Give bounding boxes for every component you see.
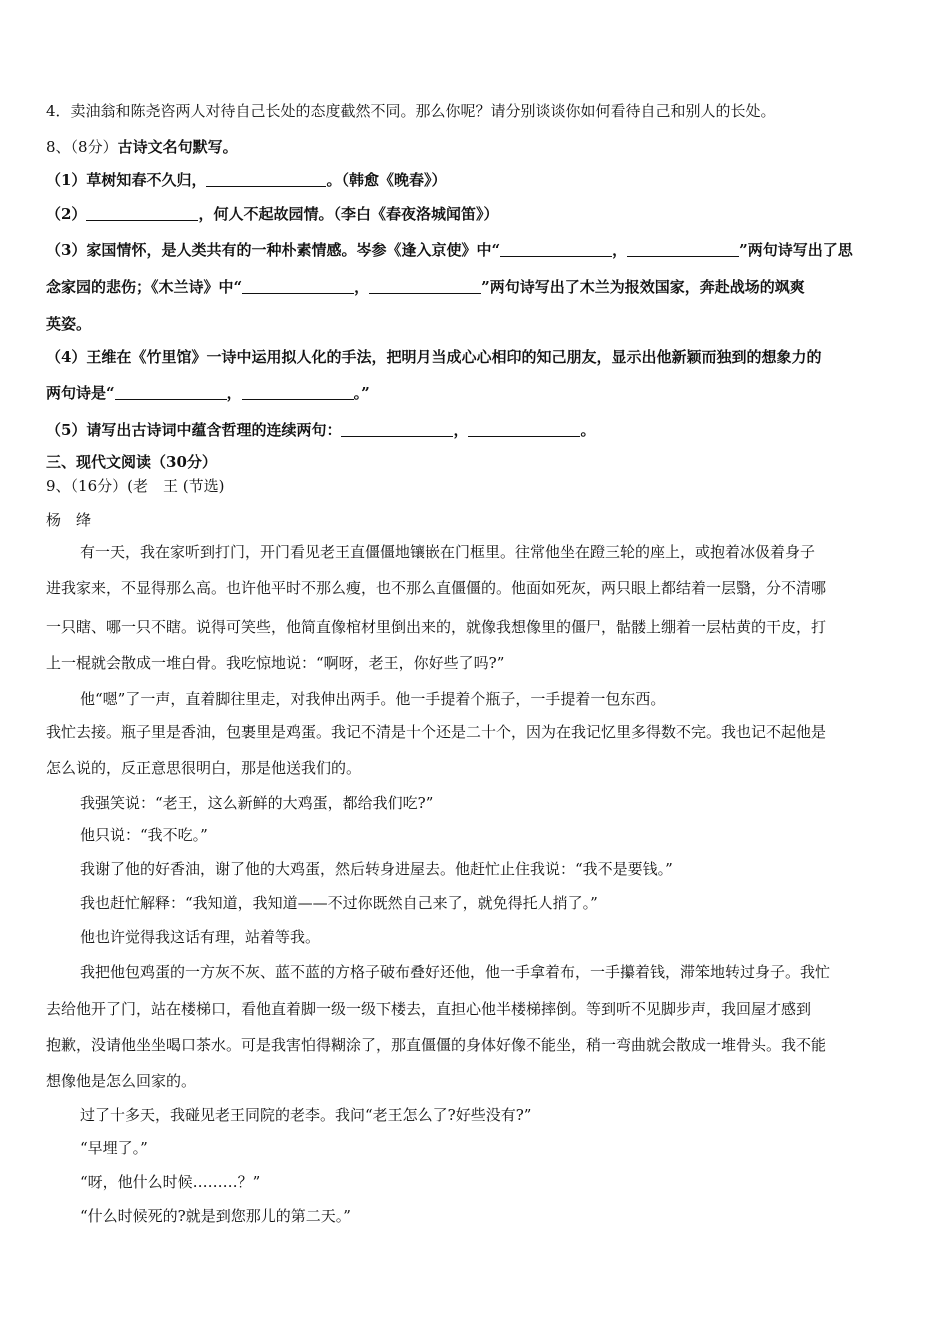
story-p1-line3: 一只瞎、哪一只不瞎。说得可笑些，他简直像棺材里倒出来的，就像我想像里的僵尸，骷髅上绷着一层枯黄的干皮，打 xyxy=(46,618,827,636)
q8-item-3-line1 xyxy=(46,240,908,260)
story-p10: 过了十多天，我碰见老王同院的老李。我问“老王怎么了?好些没有?” xyxy=(80,1106,532,1124)
q8-item3-text-f: ”两句诗写出了木兰为报效国家，奔赴战场的飒爽 xyxy=(481,278,805,296)
q8-item-3-line2 xyxy=(46,277,908,297)
answer-blank[interactable] xyxy=(115,383,227,400)
answer-blank[interactable] xyxy=(369,277,481,294)
story-p4: 我强笑说：“老王，这么新鲜的大鸡蛋，都给我们吃?” xyxy=(80,794,434,812)
q8-item5-text-c: 。 xyxy=(580,421,596,439)
answer-blank[interactable] xyxy=(242,277,354,294)
q8-number: 8、 xyxy=(46,138,71,156)
story-p13: “什么时候死的?就是到您那儿的第二天。” xyxy=(80,1207,351,1225)
story-p3-line2: 怎么说的，反正意思很明白，那是他送我们的。 xyxy=(46,759,362,777)
answer-blank[interactable] xyxy=(341,420,453,437)
story-p9-line2: 去给他开了门，站在楼梯口，看他直着脚一级一级下楼去，直担心他半楼梯摔倒。等到听不见脚步声，我回屋才感到 xyxy=(46,1000,812,1018)
q8-item-4-line1: （4）王维在《竹里馆》一诗中运用拟人化的手法，把明月当成心心相印的知己朋友，显示出他新颖而独到的想象力的 xyxy=(46,348,822,366)
story-p2: 他“嗯”了一声，直着脚往里走，对我伸出两手。他一手提着个瓶子，一手提着一包东西。 xyxy=(80,690,666,708)
q8-item3-text-c: ”两句诗写出了思 xyxy=(739,241,853,259)
q8-item5-text-b: ， xyxy=(453,421,469,439)
q8-item3-text-e: ， xyxy=(354,278,370,296)
section-3-heading: 三、现代文阅读（30分） xyxy=(46,453,217,471)
story-p9-line1: 我把他包鸡蛋的一方灰不灰、蓝不蓝的方格子破布叠好还他，他一手拿着布，一手攥着钱，滞笨地转过身子。我忙 xyxy=(80,963,831,981)
story-p11: “早埋了。” xyxy=(80,1139,148,1157)
story-p1-line1: 有一天，我在家听到打门，开门看见老王直僵僵地镶嵌在门框里。往常他坐在蹬三轮的座上，或抱着冰伋着身子 xyxy=(80,543,816,561)
q8-item2-text-a: （2） xyxy=(46,205,87,223)
story-p12: “呀，他什么时候………？” xyxy=(80,1173,261,1191)
q8-item-3-line3: 英姿。 xyxy=(46,315,92,333)
q8-item2-text-b: ，何人不起故园情。（李白《春夜洛城闻笛》） xyxy=(198,205,499,223)
answer-blank[interactable] xyxy=(500,240,612,257)
story-p9-line4: 想像他是怎么回家的。 xyxy=(46,1072,197,1090)
answer-blank[interactable] xyxy=(468,420,580,437)
story-p9-line3: 抱歉，没请他坐坐喝口茶水。可是我害怕得糊涂了，那直僵僵的身体好像不能坐，稍一弯曲就会散成一堆骨头。我不能 xyxy=(46,1036,827,1054)
story-p6: 我谢了他的好香油，谢了他的大鸡蛋，然后转身进屋去。他赶忙止住我说：“我不是要钱。” xyxy=(80,860,673,878)
q8-item-2 xyxy=(46,204,908,224)
q8-item1-text-a: （1）草树知春不久归， xyxy=(46,171,207,189)
question-4: 4．卖油翁和陈尧咨两人对待自己长处的态度截然不同。那么你呢？请分别谈谈你如何看待自己和别人的长处。 xyxy=(46,102,776,120)
story-p1-line4: 上一棍就会散成一堆白骨。我吃惊地说：“啊呀，老王，你好些了吗?” xyxy=(46,654,505,672)
q8-score: （8分） xyxy=(70,138,118,156)
answer-blank[interactable] xyxy=(242,383,354,400)
q8-item1-text-b: 。（韩愈《晚春》） xyxy=(326,171,447,189)
q8-title: 古诗文名句默写。 xyxy=(117,138,238,156)
q8-item4-text-b: 两句诗是“ xyxy=(46,384,115,402)
question-8-header xyxy=(46,137,908,157)
q8-item5-text-a: （5）请写出古诗词中蕴含哲理的连续两句： xyxy=(46,421,342,439)
story-p7: 我也赶忙解释：“我知道，我知道——不过你既然自己来了，就免得托人捎了。” xyxy=(80,894,598,912)
q8-item-5 xyxy=(46,420,908,440)
q8-item-1 xyxy=(46,170,908,190)
story-p5: 他只说：“我不吃。” xyxy=(80,826,208,844)
story-p3-line1: 我忙去接。瓶子里是香油，包裹里是鸡蛋。我记不清是十个还是二十个，因为在我记忆里多得数不完。我也记不起他是 xyxy=(46,723,827,741)
answer-blank[interactable] xyxy=(206,170,326,187)
story-author: 杨 绛 xyxy=(46,511,92,529)
q8-item4-text-c: ， xyxy=(226,384,242,402)
story-p1-line2: 进我家来，不显得那么高。也许他平时不那么瘦，也不那么直僵僵的。他面如死灰，两只眼上都结着一层翳，分不清哪 xyxy=(46,579,827,597)
story-p8: 他也许觉得我这话有理，站着等我。 xyxy=(80,928,321,946)
answer-blank[interactable] xyxy=(627,240,739,257)
q8-item-4-line2 xyxy=(46,383,908,403)
q8-item3-text-a: （3）家国情怀，是人类共有的一种朴素情感。岑参《逢入京使》中“ xyxy=(46,241,501,259)
answer-blank[interactable] xyxy=(86,204,198,221)
question-9-header: 9、（16分）(老 王 (节选) xyxy=(46,477,225,495)
q8-item3-text-b: ， xyxy=(612,241,628,259)
q8-item3-text-d: 念家园的悲伤；《木兰诗》中“ xyxy=(46,278,243,296)
q8-item4-text-d: 。” xyxy=(353,384,370,402)
